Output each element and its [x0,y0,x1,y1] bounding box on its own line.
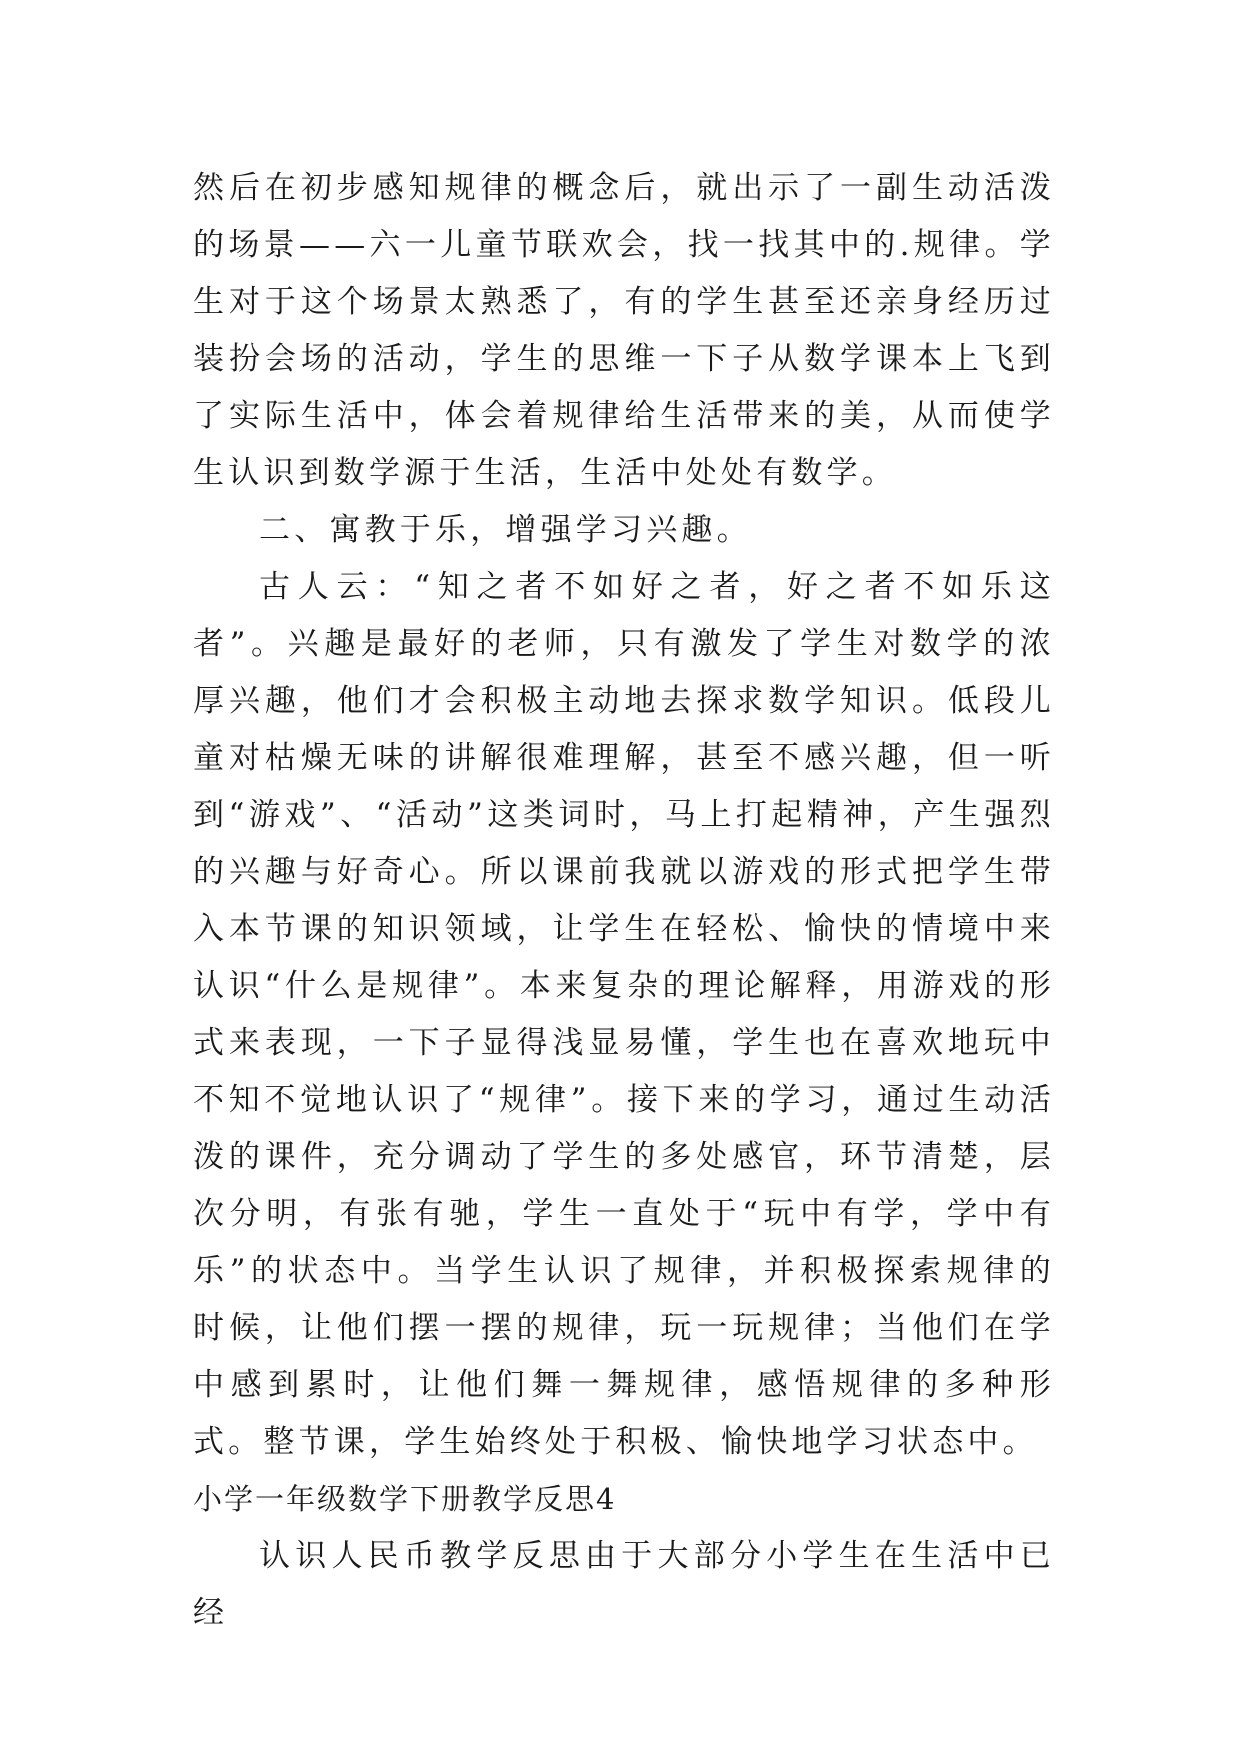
paragraph-interest: 古人云：“知之者不如好之者，好之者不如乐这者”。兴趣是最好的老师，只有激发了学生对数学的浓厚兴趣，他们才会积极主动地去探求数学知识。低段儿童对枯燥无味的讲解很难理解，甚至不感兴趣，但一听到“游戏”、“活动”这类词时，马上打起精神，产生强烈的兴趣与好奇心。所以课前我就以游戏的形式把学生带入本节课的知识领域，让学生在轻松、愉快的情境中来认识“什么是规律”。本来复杂的理论解释，用游戏的形式来表现，一下子显得浅显易懂，学生也在喜欢地玩中不知不觉地认识了“规律”。接下来的学习，通过生动活泼的课件，充分调动了学生的多处感官，环节清楚，层次分明，有张有驰，学生一直处于“玩中有学，学中有乐”的状态中。当学生认识了规律，并积极探索规律的时候，让他们摆一摆的规律，玩一玩规律；当他们在学中感到累时，让他们舞一舞规律，感悟规律的多种形式。整节课，学生始终处于积极、愉快地学习状态中。 [193,569,1055,1460]
paragraph-scene-reflection: 然后在初步感知规律的概念后，就出示了一副生动活泼的场景——六一儿童节联欢会，找一找其中的.规律。学生对于这个场景太熟悉了，有的学生甚至还亲身经历过装扮会场的活动，学生的思维一下子从数学课本上飞到了实际生活中，体会着规律给生活带来的美，从而使学生认识到数学源于生活，生活中处处有数学。 [193,170,1055,491]
paragraph-rmb-reflection: 认识人民币教学反思由于大部分小学生在生活中已经 [193,1538,1055,1631]
article-title-reflection-4: 小学一年级数学下册教学反思4 [193,1482,617,1516]
document-body [193,160,1055,1642]
section-heading-teaching-fun: 二、寓教于乐，增强学习兴趣。 [259,512,752,548]
